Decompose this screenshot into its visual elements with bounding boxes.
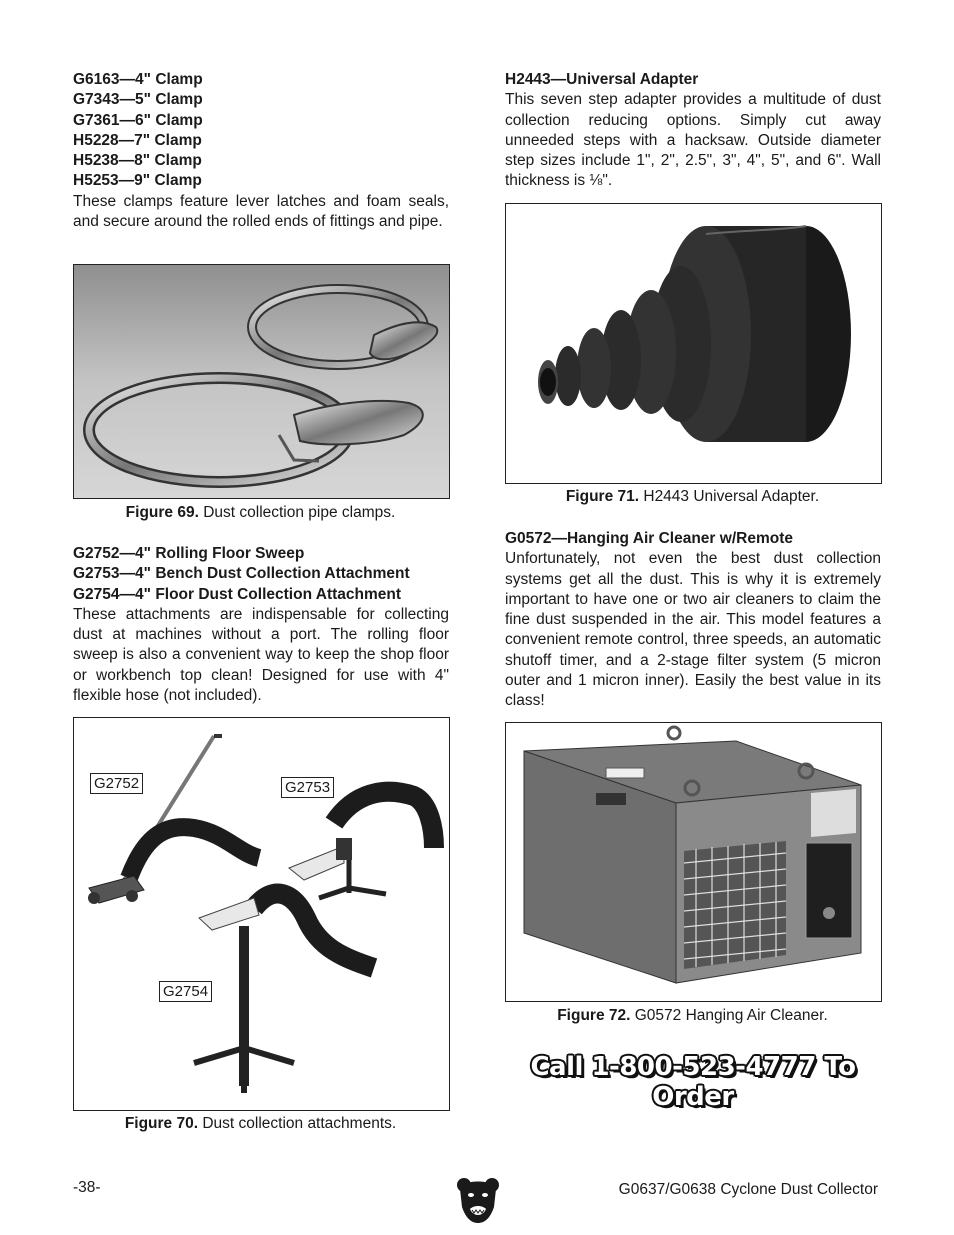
right-column [505,70,881,192]
page-number: -38- [73,1179,101,1196]
attachment-heading: G2752—4" Rolling Floor Sweep [73,545,305,562]
clamp-heading: H5228—7" Clamp [73,131,202,149]
figure-72-text: G0572 Hanging Air Cleaner. [630,1007,828,1024]
figure-69-caption [73,504,448,522]
figure-70-text: Dust collection attachments. [198,1115,397,1132]
left-column [73,70,449,232]
attachment-heading: G2754—4" Floor Dust Collection Attachment [73,585,402,603]
clamp-heading: H5253—9" Clamp [73,172,202,190]
attachment-heading: G2753—4" Bench Dust Collection Attachment [73,565,410,583]
figure-70-number: Figure 70. [124,1115,199,1132]
attachments-section [73,544,449,706]
figure-70-label: G2752 [90,773,143,794]
figure-71-text: H2443 Universal Adapter. [639,488,820,505]
figure-69-number: Figure 69. [125,504,199,521]
call-to-order-banner: Call 1-800-523-4777 To Order [530,1052,856,1112]
figure-72-caption [505,1007,880,1025]
clamp-heading: G7343—5" Clamp [73,91,203,109]
figure-69-image [73,264,450,499]
clamp-heading: H5238—8" Clamp [73,152,202,170]
figure-71-image [505,203,882,484]
figure-72-image [505,722,882,1002]
figure-69-text: Dust collection pipe clamps. [198,504,396,521]
figure-71-number: Figure 71. [565,488,640,505]
cleaner-section [505,529,881,712]
manual-title: G0637/G0638 Cyclone Dust Collector [618,1181,878,1198]
figure-72-number: Figure 72. [557,1007,631,1024]
clamp-heading: G7361—6" Clamp [73,111,203,129]
figure-70-label: G2753 [281,777,334,798]
adapter-heading: H2443—Universal Adapter [505,71,699,88]
adapter-description: This seven step adapter provides a multitude of dust collection reducing options. Simply cut away unneeded steps with a hacksaw. Outside diameter step sizes include 1", 2", 2.5", 3", 4", 5", and 6". Wall thickness is ⅛". [505,91,881,190]
figure-70-image [73,717,450,1111]
figure-70-caption [73,1115,448,1133]
cleaner-heading: G0572—Hanging Air Cleaner w/Remote [505,530,793,547]
clamp-heading: G6163—4" Clamp [73,71,203,88]
clamps-description: These clamps feature lever latches and foam seals, and secure around the rolled ends of fittings and pipe. [73,192,449,231]
figure-70-label: G2754 [159,981,212,1002]
attachments-description: These attachments are indispensable for collecting dust at machines without a port. The rolling floor sweep is also a convenient way to keep the shop floor or workbench top clean! Designed for use with 4" flexible hose (not included). [73,605,449,705]
bear-logo-icon [456,1175,500,1225]
figure-71-caption [505,488,880,506]
cleaner-description: Unfortunately, not even the best dust collection systems get all the dust. This is why it is extremely important to have one or two air cleaners to claim the fine dust suspended in the air. This model features a convenient remote control, three speeds, an automatic shutoff timer, and a 2-stage filter system (5 micron outer and 1 micron inner). Easily the best value in its class! [505,550,881,710]
